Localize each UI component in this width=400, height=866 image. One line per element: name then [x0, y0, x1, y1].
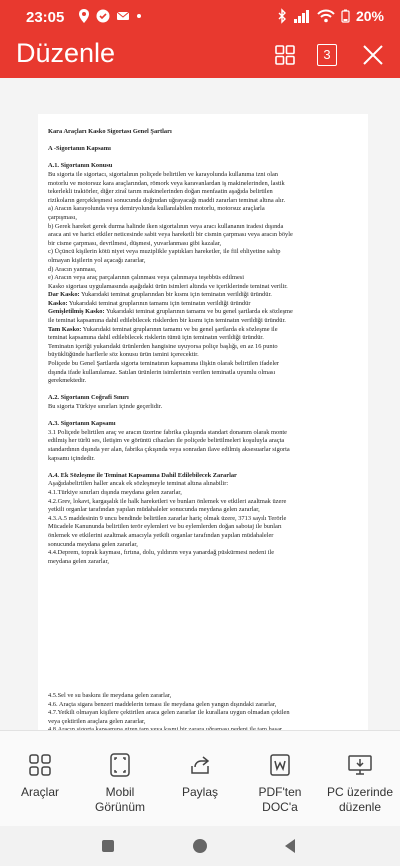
pdf-to-doc-label: PDF'ten DOC'a	[258, 785, 302, 814]
a1-line: Bu sigorta ile sigortacı, sigortalının poliçede belirtilen ve karayolunda kullanıma izni olan	[48, 170, 279, 178]
a1-line: araca ani ve harici etkiler neticesinde sabit veya hareketli bir cismin çarpması veya aracın böyle	[48, 231, 293, 239]
a3-paragraph	[48, 429, 358, 463]
tam-kasko-line: gerekmektedir.	[48, 377, 87, 385]
a4-line: 4.3.A.5 maddesinin 9 uncu bendinde belirtilen zararlar hariç olmak üzere, 3713 sayılı Terörle	[48, 514, 287, 522]
signal-icon	[293, 9, 311, 23]
a3-line: standardının dışında yer alan, fabrika çıkışında veya sonradan ilave edilmiş aksesuarlar sigorta	[48, 445, 290, 453]
page-count-button[interactable]	[314, 42, 340, 68]
tam-kasko-line: Poliçede bu Genel Şartlarda sigorta teminatının kapsamına ilişkin olarak belirtilen ifadeler	[48, 360, 280, 368]
a4-line: önlemek ve etkilerini azaltmak amacıyla yetkili organlar tarafından yapılan müdahaleler	[48, 531, 274, 539]
tam-kasko-text-0: Yukarıdaki teminat gruplarının tamamı ve bu genel şartlarda ek sözleşme ile	[81, 325, 278, 333]
share-label: Paylaş	[181, 785, 219, 799]
kasko-text: Yukarıdaki teminat gruplarının tamamı için teminatın verildiği üründür	[67, 299, 251, 307]
system-status	[277, 8, 384, 24]
status-time: 23:05	[26, 9, 65, 26]
share-button[interactable]	[160, 731, 240, 827]
a1-line: çarpışması,	[48, 213, 77, 221]
status-bar	[0, 0, 400, 34]
grid-icon	[274, 44, 296, 66]
a4-line: 4.1.Türkiye sınırları dışında meydana gelen zararlar,	[48, 488, 182, 496]
genis-kasko-text-0: Yukarıdaki teminat gruplarının tamamı ve bu genel şartlarda ek sözleşme	[104, 308, 293, 316]
mobile-view-label: Mobil Görünüm	[94, 785, 146, 814]
grid-view-button[interactable]	[272, 42, 298, 68]
mobile-view-icon	[106, 751, 134, 779]
a4-line: 4.4.Deprem, toprak kayması, fırtına, dolu, yıldırım veya yanardağ püskürmesi nedeni ile	[48, 549, 275, 557]
genis-kasko-label: Genişletilmiş Kasko:	[48, 308, 105, 316]
tools-button[interactable]	[0, 731, 80, 827]
home-icon[interactable]	[192, 838, 208, 854]
dar-kasko-line	[48, 291, 358, 300]
a3-line: edilmiş her türlü ses, iletişim ve görüntü cihazları ile poliçede belirtilmeleri koşuluyla araçta	[48, 437, 285, 445]
app-bar	[0, 34, 400, 78]
share-icon	[186, 751, 214, 779]
a4-line: 4.2.Grev, lokavt, kargaşalık ile halk hareketleri ve bunları önlemek ve etkileri azaltmak üzere	[48, 497, 287, 505]
close-button[interactable]	[360, 42, 386, 68]
tools-grid-icon	[26, 751, 54, 779]
a2-heading: A.2. Sigortanın Coğrafi Sınırı	[48, 394, 129, 402]
a1-line: c) Üçüncü kişilerin kötü niyet veya muziplikle yaptıkları hareketler, ile fiil ehliyetine sahip	[48, 248, 281, 256]
a1-line: b) Gerek hareket gerek durma halinde iken sigortalının veya aracı kullananın iradesi dışında	[48, 222, 284, 230]
genis-kasko-line	[48, 308, 358, 317]
check-circle-icon	[96, 9, 110, 23]
tam-kasko-line: büyüklüğünde harflerle söz konusu ürün ismini içerecektir.	[48, 351, 199, 359]
a4-line: yetkili organlar tarafından yapılan müdahaleler sonucunda meydana gelen zararlar,	[48, 506, 260, 514]
battery-level: 20%	[355, 8, 384, 24]
a3-line: kapsamı içindedir.	[48, 454, 95, 462]
a1-line: Kasko sigortası uygulamasında aşağıdaki ürün isimleri altında ve içeriklerinde teminat verilir.	[48, 282, 288, 290]
a2-line: Bu sigorta Türkiye sınırları içinde geçerlidir.	[48, 403, 163, 410]
pc-edit-label: PC üzerinde düzenle	[326, 785, 394, 814]
dar-kasko-text: Yukarıdaki teminat gruplarından bir kısmı için teminatın verildiği üründür.	[79, 291, 272, 299]
a4-line: Aşağıdabelirtilen haller ancak ek sözleşmeyle teminat altına alınabilir:	[48, 480, 229, 488]
mail-icon	[116, 9, 130, 23]
page2-line: 4.6. Araçta sigara benzeri maddelerin teması ile meydana gelen yangın dışındaki zararlar,	[48, 700, 277, 708]
tam-kasko-line	[48, 326, 358, 335]
close-icon	[362, 44, 384, 66]
tam-kasko-line: teminat kapsamına dahil edilebilecek risklerin tümü için teminatın verildiği üründür.	[48, 334, 264, 342]
section-a-heading: A -Sigortanın Kapsamı	[48, 145, 111, 153]
bluetooth-icon	[277, 9, 287, 23]
system-nav-bar	[0, 826, 400, 866]
pc-edit-button[interactable]	[320, 731, 400, 827]
page2-line: 4.7.Yetkili olmayan kişilere çektirilen araca gelen zararlar ile kurallara uygun olmadan çekilen	[48, 709, 290, 717]
document-page-1	[38, 114, 368, 724]
a1-line: tekerlekli traktörler, diğer ziraî tarım makinelerinden doğan menfaatin aşağıda belirtilen	[48, 188, 273, 196]
page-title: Düzenle	[16, 38, 116, 68]
tam-kasko-line: dışında ifade kullanılamaz. Satılan ürünlerin isimlerinin verilen teminatla uyumlu olması	[48, 368, 276, 376]
a4-heading: A.4. Ek Sözleşme ile Teminat Kapsamına Dahil Edilebilecek Zararlar	[48, 471, 237, 479]
dar-kasko-label: Dar Kasko:	[48, 291, 80, 299]
kasko-line	[48, 300, 358, 309]
pc-edit-icon	[346, 751, 374, 779]
location-icon	[78, 9, 90, 23]
a1-line: rizikoların gerçekleşmesi sonucunda doğrudan uğrayacağı maddi zararları teminat altına alır.	[48, 196, 286, 204]
tools-label: Araçlar	[20, 785, 59, 799]
a1-line: olmayan kişilerin yol açacağı zararlar,	[48, 256, 146, 264]
a4-line: meydana gelen zararlar,	[48, 557, 109, 565]
recents-icon[interactable]	[100, 838, 116, 854]
a1-paragraph	[48, 171, 358, 291]
page2-line: 4.5.Sel ve su baskını ile meydana gelen zararlar,	[48, 692, 172, 699]
tam-kasko-line: Teminatın içeriği yukarıdaki ürünlerden hangisine uyuyorsa poliçe başlığı, en az 16 punto	[48, 342, 278, 350]
battery-icon	[341, 9, 350, 23]
tam-kasko-paragraph	[48, 334, 358, 386]
document-viewer[interactable]	[0, 78, 400, 730]
a1-line: a) Aracın karayolunda veya demiryolunda kullanılabilen motorlu, motorsuz araçlarla	[48, 205, 265, 213]
a1-line: e) Aracın veya araç parçalarının çalınması veya çalınmaya teşebbüs edilmesi	[48, 274, 245, 282]
doc-title: Kara Araçları Kasko Sigortası Genel Şartları	[48, 128, 172, 135]
tam-kasko-label: Tam Kasko:	[48, 325, 82, 333]
bottom-toolbar	[0, 730, 400, 826]
a4-paragraph	[48, 480, 358, 566]
wifi-icon	[317, 9, 335, 23]
a3-heading: A.3. Sigortanın Kapsamı	[48, 420, 116, 428]
notification-icons	[78, 9, 142, 23]
back-icon[interactable]	[282, 838, 298, 854]
dot-icon	[136, 9, 142, 23]
a1-line: motorlu ve motorsuz kara araçlarından, römork veya karavanlardan iş makinelerinden, lastik	[48, 179, 285, 187]
a1-line: bir cisme çarpması, devrilmesi, düşmesi, yuvarlanması gibi kazalar,	[48, 239, 222, 247]
a3-line: 3.1 Poliçede belirtilen araç ve aracın üzerine fabrika çıkışında standart donanım olarak monte	[48, 428, 288, 436]
a1-heading: A.1. Sigortanın Konusu	[48, 162, 113, 170]
a4-line: sonucunda meydana gelen zararlar,	[48, 540, 138, 548]
pdf-to-doc-button[interactable]	[240, 731, 320, 827]
word-doc-icon	[266, 751, 294, 779]
page-count: 3	[317, 44, 337, 66]
mobile-view-button[interactable]	[80, 731, 160, 827]
kasko-label: Kasko:	[48, 299, 68, 307]
a1-line: d) Aracın yanması,	[48, 265, 97, 273]
a4-line: Mücadele Kanununda belirtilen terör eylemleri ve bu eylemlerden doğan sabotaj ile bunları	[48, 523, 282, 531]
genis-kasko-text-1: ile teminat kapsamına dahil edilebilecek risklerden bir kısmı için teminatın verildiği üründür.	[48, 317, 286, 325]
page2-line: veya çektirilen araçlara gelen zararlar,	[48, 717, 146, 725]
